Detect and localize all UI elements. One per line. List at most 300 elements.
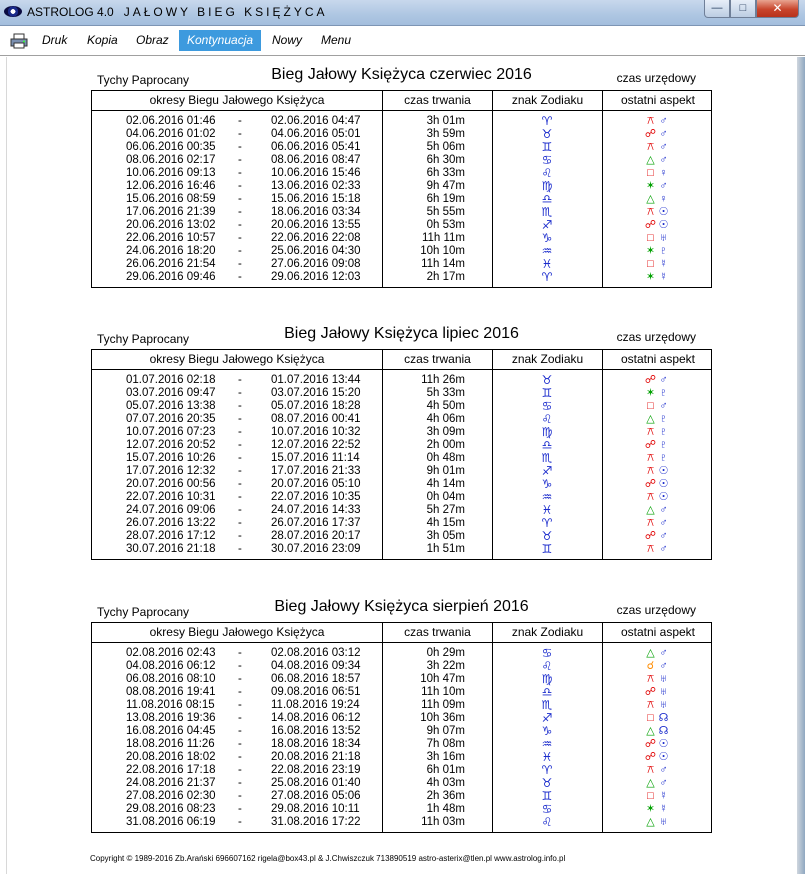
table-row — [92, 790, 711, 803]
duration-cell: 5h 55m — [426, 206, 465, 218]
period-start: 10.06.2016 09:13 — [126, 167, 216, 179]
aspect-icon: ⚻ — [646, 699, 655, 711]
planet-icon: ♂ — [659, 660, 668, 672]
table-row — [92, 115, 711, 128]
period-end: 15.07.2016 11:14 — [271, 452, 360, 464]
duration-cell: 9h 01m — [426, 465, 465, 477]
table-row — [92, 751, 711, 764]
duration-cell: 3h 01m — [426, 115, 465, 127]
zodiac-sign-icon: ♌ — [541, 412, 553, 426]
duration-cell: 1h 48m — [426, 803, 465, 815]
planet-icon: ♂ — [659, 517, 668, 529]
planet-icon: ♇ — [659, 387, 668, 399]
duration-cell: 2h 36m — [426, 790, 465, 802]
duration-cell: 4h 50m — [426, 400, 465, 412]
aspect-cell — [602, 777, 713, 790]
duration-cell: 0h 53m — [426, 219, 465, 231]
month-header — [91, 598, 712, 622]
period-start: 15.06.2016 08:59 — [126, 193, 216, 205]
planet-icon: ♂ — [659, 647, 668, 659]
month-block — [91, 325, 712, 560]
planet-icon: ☿ — [659, 271, 668, 283]
aspect-icon: ☍ — [644, 478, 657, 490]
aspect-cell — [602, 258, 713, 271]
aspect-cell — [602, 530, 713, 543]
period-dash: - — [238, 504, 242, 516]
aspect-icon: △ — [646, 413, 655, 425]
period-end: 22.08.2016 23:19 — [271, 764, 361, 776]
col-header-sign: znak Zodiaku — [492, 91, 602, 110]
aspect-icon: ☍ — [644, 374, 657, 386]
aspect-icon: ✶ — [645, 180, 656, 192]
period-dash: - — [238, 517, 242, 529]
zodiac-sign-icon: ♈ — [541, 516, 553, 530]
col-header-duration: czas trwania — [382, 350, 492, 369]
month-block — [91, 66, 712, 288]
table-header — [92, 623, 711, 643]
period-end: 03.07.2016 15:20 — [271, 387, 361, 399]
col-header-duration: czas trwania — [382, 91, 492, 110]
duration-cell: 6h 33m — [426, 167, 465, 179]
planet-icon: ☊ — [658, 712, 669, 724]
period-dash: - — [238, 751, 242, 763]
period-end: 27.08.2016 05:06 — [271, 790, 361, 802]
planet-icon: ♅ — [659, 816, 668, 828]
table-row — [92, 400, 711, 413]
period-dash: - — [238, 673, 242, 685]
table-row — [92, 180, 711, 193]
planet-icon: ☿ — [659, 803, 668, 815]
menu-obraz[interactable]: Obraz — [136, 33, 169, 47]
title-bar[interactable] — [0, 0, 805, 26]
period-dash: - — [238, 491, 242, 503]
period-dash: - — [238, 426, 242, 438]
aspect-icon: □ — [647, 712, 654, 724]
aspect-icon: ⚻ — [646, 206, 655, 218]
period-end: 08.07.2016 00:41 — [271, 413, 361, 425]
duration-cell: 10h 36m — [420, 712, 465, 724]
window-title — [27, 5, 328, 19]
table-row — [92, 426, 711, 439]
period-start: 26.06.2016 21:54 — [126, 258, 216, 270]
aspect-icon: ⚻ — [646, 141, 655, 153]
period-dash: - — [238, 400, 242, 412]
table-row — [92, 167, 711, 180]
planet-icon: ☉ — [658, 206, 669, 218]
table-row — [92, 777, 711, 790]
table-row — [92, 245, 711, 258]
period-start: 12.06.2016 16:46 — [126, 180, 216, 192]
timezone-label: czas urzędowy — [616, 603, 696, 617]
planet-icon: ♂ — [659, 374, 668, 386]
aspect-cell — [602, 193, 713, 206]
period-end: 28.07.2016 20:17 — [271, 530, 361, 542]
duration-cell: 0h 48m — [426, 452, 465, 464]
zodiac-sign-icon: ♒ — [541, 244, 553, 258]
zodiac-sign-icon: ♈ — [541, 270, 553, 284]
aspect-cell — [602, 439, 713, 452]
location-label: Tychy Paprocany — [97, 332, 190, 346]
aspect-icon: △ — [646, 816, 655, 828]
table-row — [92, 232, 711, 245]
period-start: 12.07.2016 20:52 — [126, 439, 216, 451]
duration-cell: 11h 10m — [421, 686, 465, 698]
period-dash: - — [238, 128, 242, 140]
period-start: 18.08.2016 11:26 — [126, 738, 215, 750]
period-start: 24.06.2016 18:20 — [126, 245, 216, 257]
col-header-period: okresy Biegu Jałowego Księżyca — [149, 625, 325, 639]
table-row — [92, 764, 711, 777]
aspect-icon: ✶ — [645, 245, 656, 257]
aspect-cell — [602, 673, 713, 686]
period-end: 31.08.2016 17:22 — [271, 816, 361, 828]
planet-icon: ☉ — [658, 465, 669, 477]
month-header — [91, 66, 712, 90]
period-end: 02.06.2016 04:47 — [271, 115, 361, 127]
planet-icon: ♂ — [659, 141, 668, 153]
period-end: 10.06.2016 15:46 — [271, 167, 361, 179]
period-end: 16.08.2016 13:52 — [271, 725, 361, 737]
aspect-icon: □ — [647, 400, 654, 412]
table-row — [92, 387, 711, 400]
zodiac-sign-icon: ♑ — [541, 477, 553, 491]
period-start: 02.08.2016 02:43 — [126, 647, 216, 659]
table-row — [92, 258, 711, 271]
zodiac-sign-icon: ♐ — [541, 464, 553, 478]
aspect-cell — [602, 245, 713, 258]
period-end: 08.06.2016 08:47 — [271, 154, 361, 166]
planet-icon: ☉ — [658, 738, 669, 750]
zodiac-sign-icon: ♌ — [541, 166, 553, 180]
aspect-cell — [602, 543, 713, 556]
period-dash: - — [238, 543, 242, 555]
col-header-period: okresy Biegu Jałowego Księżyca — [149, 93, 325, 107]
period-start: 30.07.2016 21:18 — [126, 543, 216, 555]
menu-druk[interactable]: Druk — [42, 33, 68, 47]
zodiac-sign-icon: ♋ — [541, 646, 553, 660]
period-end: 06.08.2016 18:57 — [271, 673, 361, 685]
zodiac-sign-icon: ♊ — [541, 386, 553, 400]
period-start: 03.07.2016 09:47 — [126, 387, 216, 399]
table-row — [92, 206, 711, 219]
aspect-cell — [602, 154, 713, 167]
aspect-icon: ☍ — [644, 738, 657, 750]
aspect-icon: ⚻ — [646, 426, 655, 438]
period-dash: - — [238, 115, 242, 127]
period-dash: - — [238, 219, 242, 231]
planet-icon: ☉ — [658, 478, 669, 490]
col-header-aspect: ostatni aspekt — [602, 91, 713, 110]
period-end: 13.06.2016 02:33 — [271, 180, 361, 192]
period-dash: - — [238, 439, 242, 451]
period-start: 20.06.2016 13:02 — [126, 219, 216, 231]
zodiac-sign-icon: ♐ — [541, 711, 553, 725]
zodiac-sign-icon: ♓ — [541, 503, 553, 517]
duration-cell: 0h 29m — [426, 647, 465, 659]
aspect-icon: ⚻ — [646, 673, 655, 685]
month-title: Bieg Jałowy Księżyca lipiec 2016 — [284, 325, 519, 342]
zodiac-sign-icon: ♏ — [541, 205, 553, 219]
aspect-icon: ⚻ — [646, 452, 655, 464]
planet-icon: ♇ — [659, 452, 668, 464]
zodiac-sign-icon: ♑ — [541, 724, 553, 738]
period-end: 11.08.2016 19:24 — [271, 699, 360, 711]
window-controls — [704, 0, 799, 18]
menu-kopia[interactable]: Kopia — [87, 33, 118, 47]
period-end: 18.08.2016 18:34 — [271, 738, 361, 750]
duration-cell: 2h 17m — [426, 271, 465, 283]
period-end: 15.06.2016 15:18 — [271, 193, 361, 205]
period-end: 14.08.2016 06:12 — [271, 712, 361, 724]
period-end: 30.07.2016 23:09 — [271, 543, 361, 555]
menu-menu[interactable]: Menu — [321, 33, 352, 47]
aspect-icon: ✶ — [645, 271, 656, 283]
aspect-cell — [602, 387, 713, 400]
period-start: 24.08.2016 21:37 — [126, 777, 216, 789]
table-row — [92, 128, 711, 141]
zodiac-sign-icon: ♊ — [541, 140, 553, 154]
aspect-icon: □ — [647, 232, 654, 244]
period-end: 12.07.2016 22:52 — [271, 439, 361, 451]
void-moon-table — [91, 349, 712, 560]
period-dash: - — [238, 167, 242, 179]
zodiac-sign-icon: ♒ — [541, 490, 553, 504]
aspect-icon: △ — [646, 504, 655, 516]
aspect-cell — [602, 686, 713, 699]
copyright-footer: Copyright © 1989-2016 Zb.Arański 696607162 rigela@box43.pl & J.Chwiszczuk 713890519 astro-asterix@tlen.pl www.astrolog.info.pl — [90, 854, 566, 863]
aspect-cell — [602, 816, 713, 829]
zodiac-sign-icon: ♋ — [541, 153, 553, 167]
zodiac-sign-icon: ♉ — [541, 373, 553, 387]
table-row — [92, 738, 711, 751]
duration-cell: 11h 14m — [421, 258, 465, 270]
zodiac-sign-icon: ♍ — [541, 672, 553, 686]
period-start: 04.06.2016 01:02 — [126, 128, 216, 140]
close-button[interactable]: ✕ — [756, 0, 799, 18]
table-row — [92, 803, 711, 816]
aspect-icon: ⚻ — [646, 115, 655, 127]
zodiac-sign-icon: ♋ — [541, 802, 553, 816]
col-header-sign: znak Zodiaku — [492, 623, 602, 642]
aspect-icon: ☍ — [644, 686, 657, 698]
planet-icon: ♇ — [659, 426, 668, 438]
aspect-icon: △ — [646, 725, 655, 737]
period-end: 27.06.2016 09:08 — [271, 258, 361, 270]
aspect-cell — [602, 764, 713, 777]
duration-cell: 5h 27m — [426, 504, 465, 516]
planet-icon: ♂ — [659, 115, 668, 127]
table-row — [92, 686, 711, 699]
duration-cell: 9h 47m — [426, 180, 465, 192]
zodiac-sign-icon: ♒ — [541, 737, 553, 751]
planet-icon: ♇ — [659, 413, 668, 425]
aspect-cell — [602, 271, 713, 284]
period-start: 11.08.2016 08:15 — [126, 699, 215, 711]
aspect-cell — [602, 725, 713, 738]
col-header-aspect: ostatni aspekt — [602, 623, 713, 642]
period-end: 09.08.2016 06:51 — [271, 686, 361, 698]
aspect-cell — [602, 180, 713, 193]
duration-cell: 6h 01m — [426, 764, 465, 776]
zodiac-sign-icon: ♏ — [541, 451, 553, 465]
table-row — [92, 517, 711, 530]
duration-cell: 3h 09m — [426, 426, 465, 438]
zodiac-sign-icon: ♉ — [541, 529, 553, 543]
aspect-cell — [602, 452, 713, 465]
period-dash: - — [238, 193, 242, 205]
aspect-cell — [602, 374, 713, 387]
duration-cell: 3h 22m — [426, 660, 465, 672]
aspect-cell — [602, 167, 713, 180]
duration-cell: 4h 06m — [426, 413, 465, 425]
period-end: 06.06.2016 05:41 — [271, 141, 361, 153]
period-start: 10.07.2016 07:23 — [126, 426, 216, 438]
period-end: 20.08.2016 21:18 — [271, 751, 361, 763]
period-start: 04.08.2016 06:12 — [126, 660, 216, 672]
period-dash: - — [238, 387, 242, 399]
period-start: 31.08.2016 06:19 — [126, 816, 216, 828]
menu-kontynuacja[interactable]: Kontynuacja — [179, 30, 261, 51]
zodiac-sign-icon: ♈ — [541, 763, 553, 777]
planet-icon: ☊ — [658, 725, 669, 737]
period-start: 27.08.2016 02:30 — [126, 790, 216, 802]
period-start: 20.08.2016 18:02 — [126, 751, 216, 763]
col-header-duration: czas trwania — [382, 623, 492, 642]
period-end: 02.08.2016 03:12 — [271, 647, 361, 659]
planet-icon: ♅ — [659, 686, 668, 698]
period-dash: - — [238, 154, 242, 166]
table-row — [92, 465, 711, 478]
period-start: 08.08.2016 19:41 — [126, 686, 216, 698]
period-dash: - — [238, 790, 242, 802]
planet-icon: ♂ — [659, 543, 668, 555]
aspect-cell — [602, 504, 713, 517]
zodiac-sign-icon: ♌ — [541, 815, 553, 829]
duration-cell: 5h 06m — [426, 141, 465, 153]
zodiac-sign-icon: ♓ — [541, 750, 553, 764]
aspect-icon: ✶ — [645, 387, 656, 399]
period-dash: - — [238, 699, 242, 711]
period-dash: - — [238, 530, 242, 542]
month-title: Bieg Jałowy Księżyca czerwiec 2016 — [271, 66, 532, 83]
period-start: 22.07.2016 10:31 — [126, 491, 216, 503]
window-border-right — [797, 57, 805, 874]
planet-icon: ♂ — [659, 764, 668, 776]
printer-icon[interactable] — [10, 33, 28, 49]
duration-cell: 11h 11m — [421, 232, 465, 244]
aspect-icon: △ — [646, 647, 655, 659]
zodiac-sign-icon: ♎ — [541, 685, 553, 699]
aspect-cell — [602, 517, 713, 530]
aspect-icon: △ — [646, 777, 655, 789]
table-row — [92, 699, 711, 712]
zodiac-sign-icon: ♉ — [541, 776, 553, 790]
duration-cell: 10h 47m — [420, 673, 465, 685]
aspect-cell — [602, 232, 713, 245]
planet-icon: ♇ — [659, 439, 668, 451]
minimize-button[interactable]: — — [704, 0, 730, 18]
period-dash: - — [238, 465, 242, 477]
table-row — [92, 725, 711, 738]
period-start: 24.07.2016 09:06 — [126, 504, 216, 516]
aspect-cell — [602, 465, 713, 478]
period-dash: - — [238, 452, 242, 464]
duration-cell: 4h 14m — [426, 478, 465, 490]
planet-icon: ♅ — [659, 673, 668, 685]
aspect-icon: ⚻ — [646, 465, 655, 477]
planet-icon: ♂ — [659, 400, 668, 412]
period-start: 08.06.2016 02:17 — [126, 154, 216, 166]
menu-nowy[interactable]: Nowy — [272, 33, 303, 47]
period-start: 06.06.2016 00:35 — [126, 141, 216, 153]
app-title: ASTROLOG 4.0 — [27, 5, 114, 19]
aspect-cell — [602, 738, 713, 751]
zodiac-sign-icon: ♈ — [541, 114, 553, 128]
aspect-icon: ⚻ — [646, 491, 655, 503]
aspect-icon: ☍ — [644, 751, 657, 763]
period-end: 05.07.2016 18:28 — [271, 400, 361, 412]
period-dash: - — [238, 180, 242, 192]
table-row — [92, 647, 711, 660]
planet-icon: ☉ — [658, 491, 669, 503]
duration-cell: 11h 09m — [421, 699, 465, 711]
period-end: 22.06.2016 22:08 — [271, 232, 361, 244]
table-header — [92, 350, 711, 370]
aspect-cell — [602, 400, 713, 413]
aspect-icon: ⚻ — [646, 543, 655, 555]
aspect-cell — [602, 206, 713, 219]
duration-cell: 11h 03m — [421, 816, 465, 828]
zodiac-sign-icon: ♌ — [541, 659, 553, 673]
table-row — [92, 504, 711, 517]
period-start: 15.07.2016 10:26 — [126, 452, 216, 464]
planet-icon: ☉ — [658, 751, 669, 763]
period-start: 05.07.2016 13:38 — [126, 400, 216, 412]
planet-icon: ♇ — [659, 245, 668, 257]
duration-cell: 3h 16m — [426, 751, 465, 763]
period-dash: - — [238, 777, 242, 789]
aspect-icon: ☍ — [644, 530, 657, 542]
aspect-icon: △ — [646, 193, 655, 205]
table-row — [92, 154, 711, 167]
planet-icon: ♅ — [659, 699, 668, 711]
period-end: 01.07.2016 13:44 — [271, 374, 361, 386]
period-dash: - — [238, 660, 242, 672]
void-moon-table — [91, 90, 712, 288]
aspect-cell — [602, 115, 713, 128]
period-end: 24.07.2016 14:33 — [271, 504, 361, 516]
planet-icon: ♀ — [659, 193, 668, 205]
maximize-button[interactable]: □ — [730, 0, 756, 18]
aspect-icon: ⚻ — [646, 764, 655, 776]
aspect-icon: ☍ — [644, 128, 657, 140]
aspect-cell — [602, 413, 713, 426]
table-row — [92, 413, 711, 426]
duration-cell: 10h 10m — [420, 245, 465, 257]
period-end: 10.07.2016 10:32 — [271, 426, 361, 438]
period-dash: - — [238, 816, 242, 828]
table-body — [92, 643, 711, 832]
period-dash: - — [238, 374, 242, 386]
aspect-cell — [602, 660, 713, 673]
planet-icon: ♀ — [659, 167, 668, 179]
period-dash: - — [238, 764, 242, 776]
aspect-cell — [602, 141, 713, 154]
table-row — [92, 219, 711, 232]
table-row — [92, 193, 711, 206]
period-start: 26.07.2016 13:22 — [126, 517, 216, 529]
location-label: Tychy Paprocany — [97, 605, 190, 619]
